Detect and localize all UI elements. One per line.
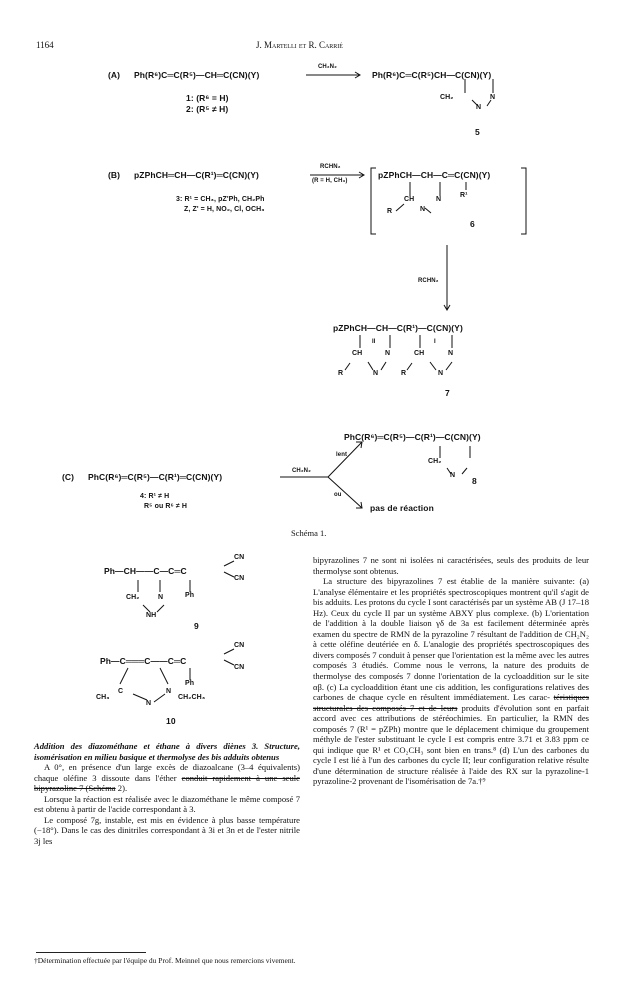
ring-n-right-b: N [438,370,444,377]
scheme-b-label: (B) [108,170,121,180]
no-reaction-label: pas de réaction [370,503,434,513]
path-upper-label: lent [336,452,348,458]
compound-3-label: 3: R¹ = CH₃, pZ'Ph, CH₂Ph [176,196,265,203]
scheme-c-reagent: CH₂N₂ [292,468,311,474]
running-header-authors: J. Martelli et R. Carrié [256,40,343,50]
ring-6-bond-n [425,208,431,213]
structure-10-number: 10 [166,716,176,726]
structure-9-number: 9 [194,621,199,631]
left-paragraph-1-end: 2). [117,783,128,794]
section-heading: Addition des diazométhane et éthane à divers diènes 3. Structure, isomérisation en milieu basique et thermolyse des bis adduits obtenus [34,741,300,762]
intermediate-6-r1: R¹ [460,192,468,199]
intermediate-6-number: 6 [470,219,475,229]
ring-ch-right: CH [414,350,425,357]
footnote: †Détermination effectuée par l'équipe du Prof. Meinnel que nous remercions vivement. [34,956,296,965]
structure-10-cn-top: CN [234,642,245,649]
scheme-a-label: (A) [108,70,121,80]
compound-3-substituents: Z, Z' = H, NO₂, Cl, OCH₃ [184,206,265,213]
ring-n-right-a: N [448,350,454,357]
product-8-number: 8 [472,476,477,486]
scheme-c-reactant: PhC(R⁶)═C(R⁵)—C(R¹)═C(CN)(Y) [88,472,223,482]
compound-4-label: 4: R¹ ≠ H [140,493,170,500]
right-paragraph-2-end: produits d'évolution sont en parfait accord avec ces attributions de stéréochimies. En particulier, la RMN des composés 7 (R¹ = pZPh) montre que le déplacement chimique du groupement méthyle de l'ester substituant le cycle I est compris entre 3.71 et 3.83 ppm ce qui indique que R¹ et CO₂CH₃ sont bien en trans.⁸ (d) L'un des carbones du cycle I est lié à l'un des carbones du cycle II; leur configuration relative résulte d'une détermination de structure réalisée à l'aide des RX sur la pyrazoline-1 pyrazoline-2 provenant de l'isomérisation de 7a.†⁹ [313,702,590,787]
ring-n-left-a: N [385,350,391,357]
structure-9-backbone: Ph—CH——C—C═C [104,566,187,576]
ring-6-bond-r [396,204,404,211]
right-paragraph-2-struck: téristiques structurales des composés 7 et de leurs [313,692,589,713]
scheme-b-reagent: RCHN₂ [320,164,341,170]
left-paragraph-3: Le composé 7g, instable, est mis en évidence à plus basse température (−18°). Dans le cas des dinitriles correspondant à 3i et 3n et de l'ester nitrile 3j les [34,814,300,846]
left-column [34,741,300,846]
product-8-ring-n: N [450,472,456,479]
structure-10-n-right: N [166,688,172,695]
scheme-a-ring-n1: N [490,94,496,101]
structure-10-ph: Ph [185,680,195,687]
product-7-number: 7 [445,388,450,398]
compound-5-number: 5 [475,127,480,137]
structure-10-cn-bottom: CN [234,664,245,671]
ring-ch-left: CH [352,350,363,357]
structure-10-ethyl: CH₂CH₃ [178,694,206,701]
ring-r-left: R [338,370,344,377]
intermediate-6-ring-r: R [387,208,393,215]
left-paragraph-2: Lorsque la réaction est réalisée avec le diazométhane le même composé 7 est obtenu à partir de l'acide correspondant à 3. [34,793,300,815]
structure-10-ch3: CH₃ [96,694,110,701]
structure-9-cn-bottom: CN [234,575,245,582]
compound-2-label: 2: (R⁵ ≠ H) [186,104,229,114]
right-column [313,555,589,787]
intermediate-6-ring-ch: CH [404,196,415,203]
right-paragraph-1: bipyrazolines 7 ne sont ni isolées ni caractérisées, seuls des produits de leur thermolyse sont obtenus. [313,555,589,576]
product-8-ring-ch2: CH₂ [428,458,442,465]
structure-10-n-left: N [146,700,152,707]
left-paragraph-1-text: A 0°, en présence d'un large excès de diazoalcane (3–4 équivalents) chaque oléfine 3 dissoute dans l'éther [34,762,300,783]
page-number: 1164 [36,40,54,50]
scheme-a-reactant: Ph(R⁶)C═C(R⁵)—CH═C(CN)(Y) [134,70,260,80]
right-paragraph-2-text: La structure des bipyrazolines 7 est établie de la manière suivante: (a) L'analyse élémentaire et les propriétés spectroscopiques montrent qu'il s'agit de bis adduits. Les protons du cycle I sont caractérisés par un système AB (J 17–18 Hz). Ceux du cycle II par un système ABXY plus complexe. (b) L'orientation de l'addition à la double liaison γδ de 3a est facilement déterminée après examen du spectre de RMN de la pyrazoline 7 résultant de l'addition de CH₂N₂ à cette oléfine deutériée en δ. L'analogie des propriétés spectroscopiques des divers composés 7 conduit à penser que l'orientation est la même avec les autres composés 3 étudiés. Comme nous le verrons, la nature des produits de thermolyse des composés 7 donne l'orientation de la cycloaddition sur le site αβ. (c) La cycloaddition étant une cis addition, les configurations relatives des carbones de chaque cycle en résultent immédiatement. Les carac- [313,576,589,703]
scheme-b-reagent-condition: (R = H, CH₃) [312,178,348,184]
structure-10-c: C [118,688,124,695]
compound-1-label: 1: (R⁶ = H) [186,93,229,103]
arrow-c-upper [328,442,362,477]
scheme-c-label: (C) [62,472,75,482]
structure-9-n: N [158,594,164,601]
structure-9-cn-top: CN [234,554,245,561]
product-7: pZPhCH—CH—C(R¹)—C(CN)(Y) [333,323,463,333]
scheme-caption: Schéma 1. [291,528,327,538]
ring-n-left-b: N [373,370,379,377]
path-lower-label: ou [334,492,342,498]
scheme-b-reactant: pZPhCH═CH—C(R¹)═C(CN)(Y) [134,170,259,180]
structure-9-ph: Ph [185,592,195,599]
ring-i-label: I [434,339,436,345]
bracket-left [371,168,376,234]
intermediate-6-ring-n2: N [420,206,426,213]
second-reagent: RCHN₂ [418,278,439,284]
intermediate-6-ring-n1: N [436,196,442,203]
structure-9-ch2: CH₂ [126,594,140,601]
product-8: PhC(R⁶)═C(R⁵)—C(R¹)—C(CN)(Y) [344,432,481,442]
structure-9-nh: NH [146,612,157,619]
footnote-rule [36,952,146,953]
left-paragraph-1-struck: conduit rapidement à une seule bipyrazoline 7 (Schéma [34,772,300,794]
right-paragraph-2 [313,576,589,787]
bracket-right [521,168,526,234]
compound-4-substituents: R⁵ ou R⁶ ≠ H [144,503,188,510]
scheme-a-product: Ph(R⁶)C═C(R⁵)CH—C(CN)(Y) [372,70,492,80]
intermediate-6: pZPhCH—CH—C═C(CN)(Y) [378,170,491,180]
ring-ii-label: II [372,339,376,345]
scheme-a-ring-ch2: CH₂ [440,94,454,101]
structure-10-backbone: Ph—C═══C——C═C [100,656,187,666]
scheme-a-ring-n2: N [476,104,482,111]
left-paragraph-1 [34,762,300,794]
ring-r-right: R [401,370,407,377]
scheme-a-reagent: CH₂N₂ [318,64,337,70]
